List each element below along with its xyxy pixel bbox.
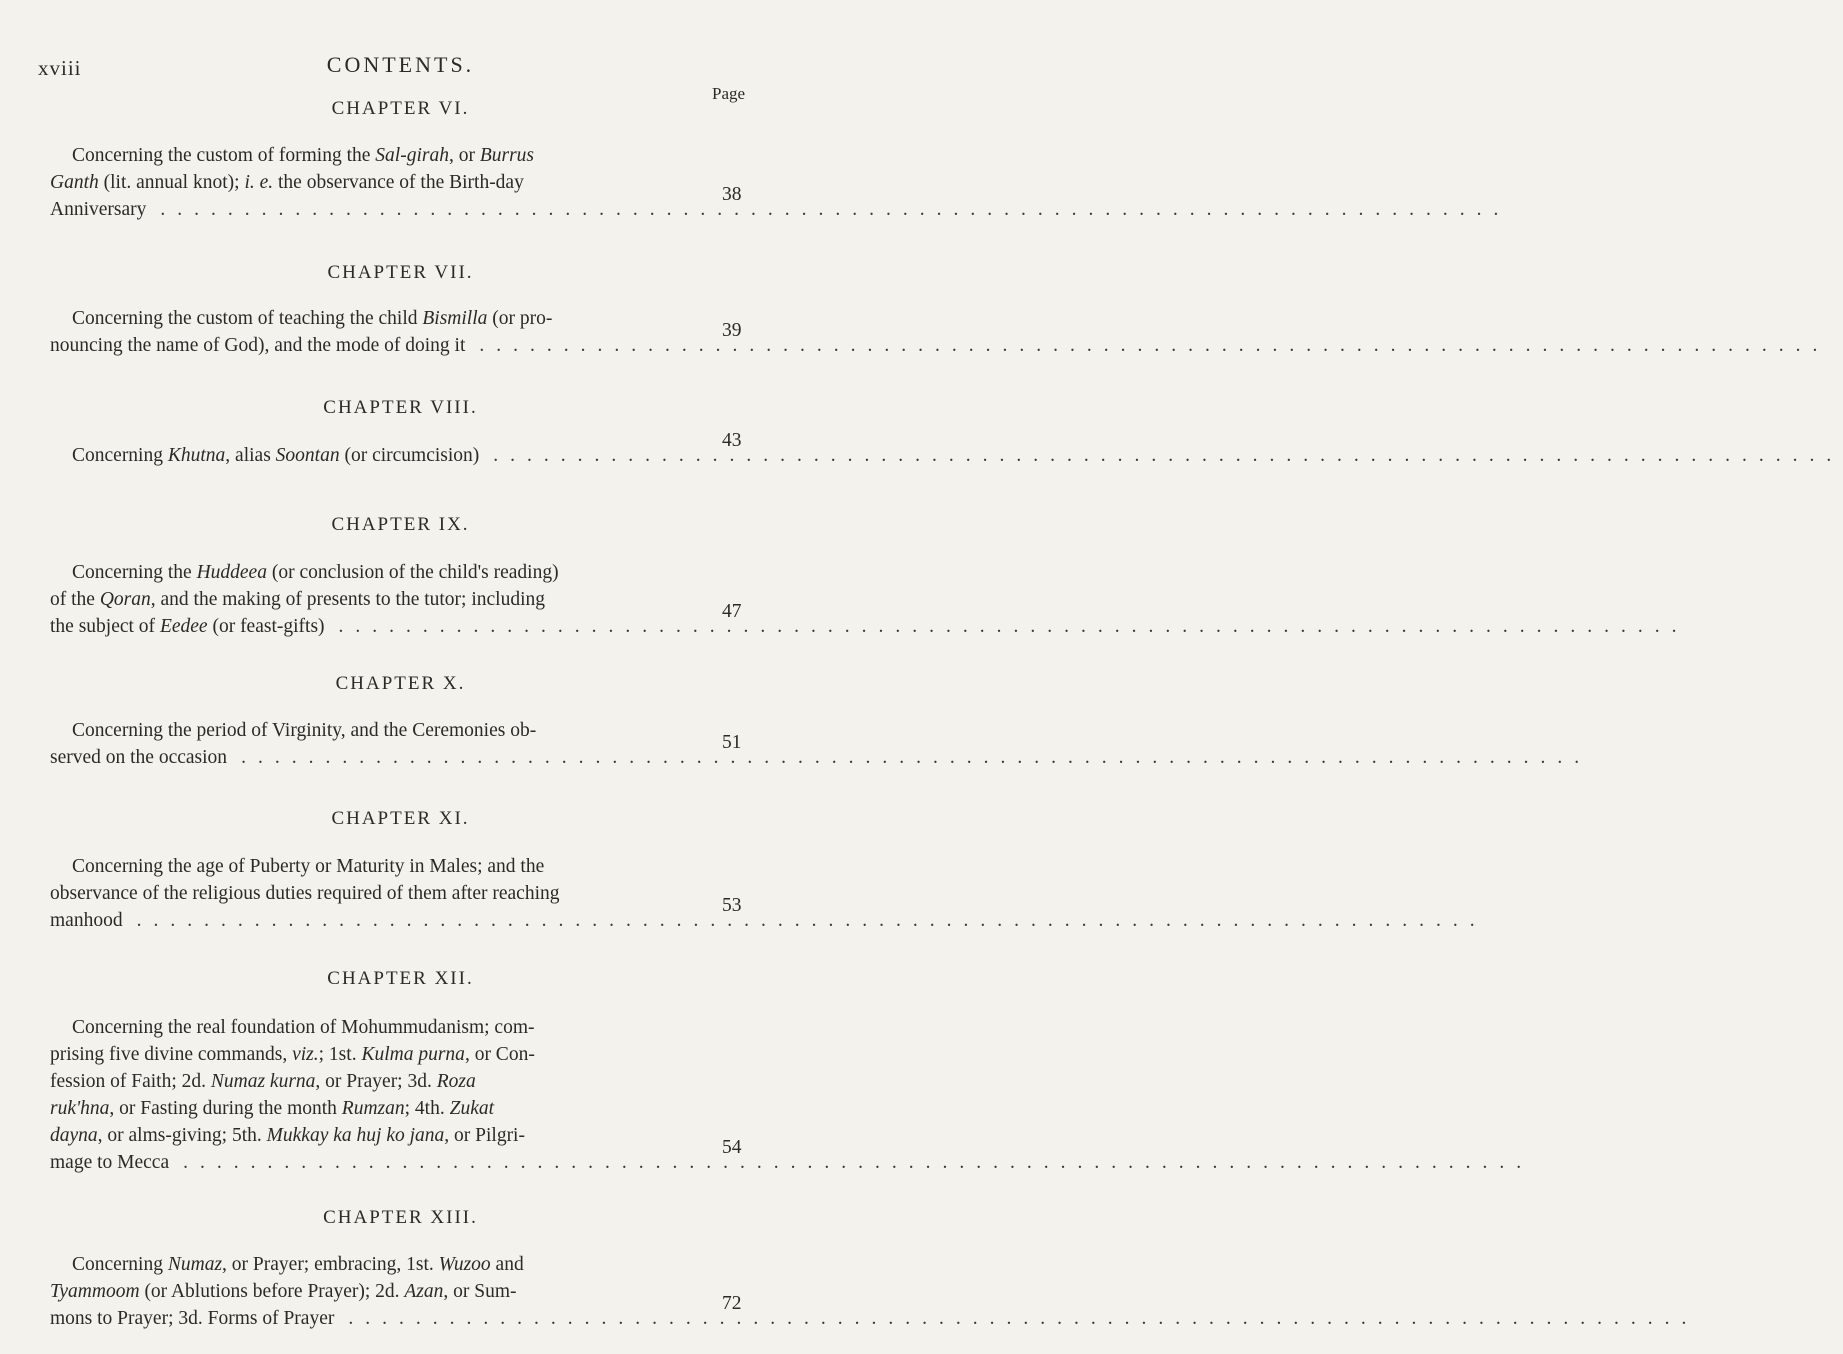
entry-text: dayna, or alms-giving; 5th. Mukkay ka huj ko jana, or Pilgri- <box>50 1125 525 1146</box>
dot-leader: ................................................................................ <box>241 747 1592 768</box>
entry-line <box>50 744 1592 771</box>
entry-text: Concerning the real foundation of Mohummudanism; com- <box>72 1017 535 1038</box>
entry-text: Concerning the Huddeea (or conclusion of the child's reading) <box>72 562 559 583</box>
entry-line <box>50 717 710 744</box>
page-number: 54 <box>722 1137 742 1158</box>
entry-text: Concerning the age of Puberty or Maturity in Males; and the <box>72 856 545 877</box>
dot-leader: ................................................................................ <box>493 445 1843 466</box>
dot-leader: ................................................................................ <box>136 910 1487 931</box>
entry-text: Tyammoom (or Ablutions before Prayer); 2d. Azan, or Sum- <box>50 1281 517 1302</box>
entry-line <box>50 1068 710 1095</box>
entry-line <box>50 305 710 332</box>
entry-text: the subject of Eedee (or feast-gifts) <box>50 616 325 637</box>
chapter-title: CHAPTER XIII. <box>323 1207 478 1228</box>
page-number: 39 <box>722 320 742 341</box>
entry-text: Concerning Numaz, or Prayer; embracing, 1st. Wuzoo and <box>72 1254 524 1275</box>
entry-line <box>50 907 1487 934</box>
entry-line <box>50 1278 710 1305</box>
entry-line <box>50 1014 710 1041</box>
page-number: 51 <box>722 732 742 753</box>
entry-line <box>50 142 710 169</box>
chapter-title: CHAPTER X. <box>335 673 466 694</box>
folio-number: xviii <box>38 56 82 80</box>
entry-text: observance of the religious duties required of them after reaching <box>50 883 560 904</box>
entry-text: Concerning the period of Virginity, and the Ceremonies ob- <box>72 720 537 741</box>
entry-line <box>50 332 1830 359</box>
page-number: 38 <box>722 184 742 205</box>
chapter-entry[interactable] <box>50 442 1843 469</box>
entry-line <box>50 1251 710 1278</box>
entry-text: Concerning Khutna, alias Soontan (or circumcision) <box>72 445 480 466</box>
entry-text: manhood <box>50 910 123 931</box>
entry-line <box>50 613 1689 640</box>
entry-text: Concerning the custom of forming the Sal-girah, or Burrus <box>72 145 535 166</box>
dot-leader: ................................................................................ <box>160 199 1511 220</box>
entry-line <box>50 586 710 613</box>
page-column-label: Page <box>712 84 746 103</box>
chapter-title: CHAPTER IX. <box>331 514 470 535</box>
entry-text: of the Qoran, and the making of presents to the tutor; including <box>50 589 546 610</box>
chapter-title: CHAPTER VI. <box>331 98 470 119</box>
entry-text: ruk'hna, or Fasting during the month Rumzan; 4th. Zukat <box>50 1098 495 1119</box>
entry-text: fession of Faith; 2d. Numaz kurna, or Prayer; 3d. Roza <box>50 1071 476 1092</box>
entry-text: prising five divine commands, viz.; 1st. Kulma purna, or Con- <box>50 1044 535 1065</box>
chapter-title: CHAPTER VII. <box>327 262 474 283</box>
entry-line <box>50 1122 710 1149</box>
dot-leader: ................................................................................ <box>183 1152 1534 1173</box>
entry-line <box>50 853 710 880</box>
entry-text: Anniversary <box>50 199 147 220</box>
entry-text: mons to Prayer; 3d. Forms of Prayer <box>50 1308 335 1329</box>
chapter-title: CHAPTER XII. <box>327 968 474 989</box>
chapter-title: CHAPTER XI. <box>331 808 470 829</box>
entry-line <box>50 169 710 196</box>
entry-text: served on the occasion <box>50 747 228 768</box>
entry-text: mage to Mecca <box>50 1152 170 1173</box>
page-number: 47 <box>722 601 742 622</box>
entry-text: Ganth (lit. annual knot); i. e. the observance of the Birth-day <box>50 172 524 193</box>
entry-line <box>50 196 1511 223</box>
running-head: CONTENTS. <box>326 52 475 77</box>
entry-line <box>50 1149 1534 1176</box>
entry-line <box>50 1305 1699 1332</box>
dot-leader: ................................................................................ <box>348 1308 1699 1329</box>
dot-leader: ................................................................................ <box>338 616 1689 637</box>
chapter-title: CHAPTER VIII. <box>323 397 478 418</box>
entry-line <box>50 1041 710 1068</box>
dot-leader: ................................................................................ <box>479 335 1830 356</box>
entry-text: Concerning the custom of teaching the child Bismilla (or pro- <box>72 308 553 329</box>
entry-text: nouncing the name of God), and the mode of doing it <box>50 335 466 356</box>
entry-line <box>50 880 710 907</box>
page-number: 53 <box>722 895 742 916</box>
entry-line <box>50 1095 710 1122</box>
entry-line <box>50 559 710 586</box>
page-number: 43 <box>722 430 742 451</box>
page-number: 72 <box>722 1293 742 1314</box>
entry-line <box>50 442 1843 469</box>
